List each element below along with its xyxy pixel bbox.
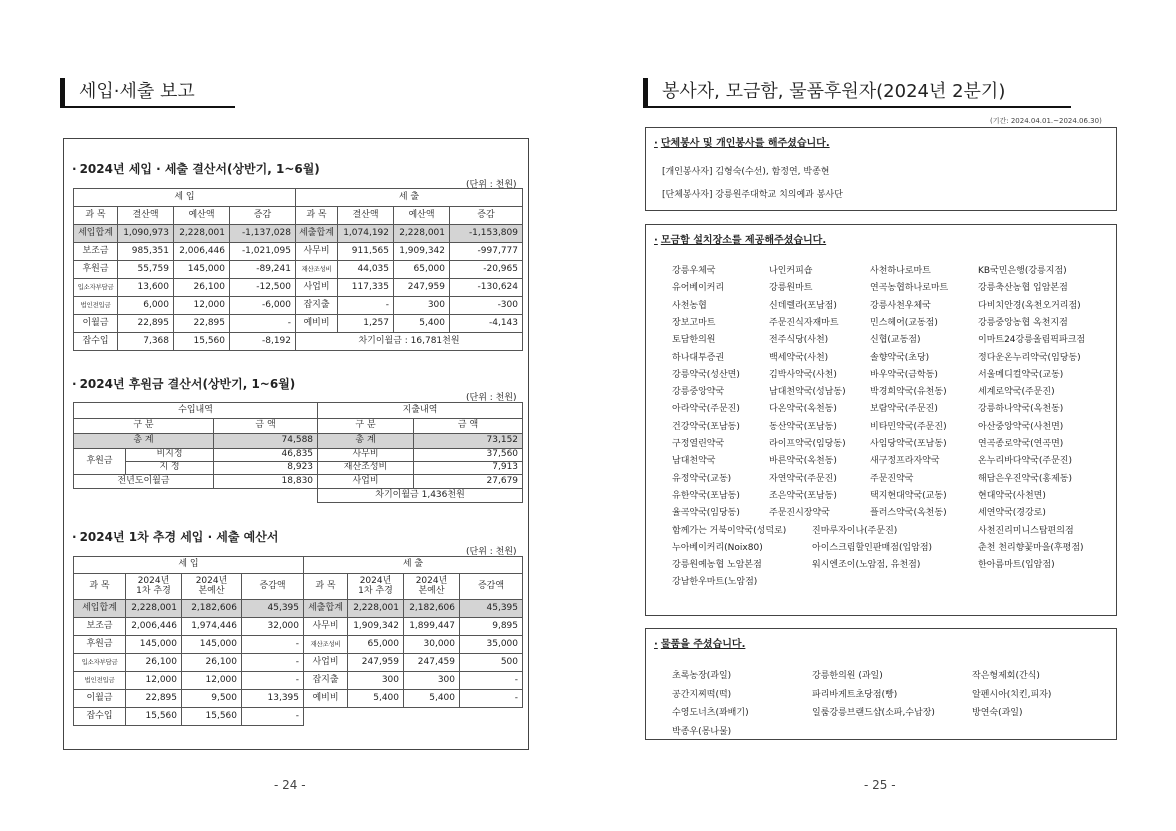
- location-item: 강릉약국(성산면): [672, 369, 740, 380]
- location-item: 사임당약국(포남동): [870, 439, 947, 449]
- location-item: 강릉축산농협 입암본점: [978, 283, 1068, 294]
- location-item: 강릉하나약국(옥천동): [978, 404, 1064, 415]
- location-item: 함께가는 거북이약국(성덕로): [672, 525, 787, 536]
- col-amount: 금 액: [414, 419, 523, 434]
- location-item: 강릉사천우체국: [870, 300, 931, 311]
- column-header: 결산액: [118, 207, 174, 225]
- table-row: [74, 279, 523, 297]
- table-row: [74, 636, 523, 654]
- asset-amount: 7,913: [414, 462, 523, 475]
- table-cell: 7,368: [118, 333, 174, 351]
- location-item: 강릉우체국: [672, 266, 716, 276]
- column-header: 2024년 본예산: [404, 574, 460, 600]
- project-label: 사업비: [318, 475, 414, 489]
- individual-volunteers: [개인봉사자] 김형숙(수선), 함정연, 박종현: [662, 167, 830, 177]
- location-item: 동산약국(포남동): [769, 421, 837, 432]
- table-cell: 15,560: [182, 708, 242, 726]
- location-item: 강릉원마트: [769, 283, 813, 294]
- row-label: 세출합계: [296, 225, 338, 243]
- column-header: 과 목: [74, 574, 126, 600]
- table-cell: -: [338, 297, 394, 315]
- blank-cell: [74, 489, 318, 503]
- location-item: 사천진리미니스탑편의점: [978, 525, 1074, 536]
- donation-settlement-title: · 2024년 후원금 결산서(상반기, 1~6월): [72, 377, 296, 391]
- table-cell: -6,000: [230, 297, 296, 315]
- table-cell: 44,035: [338, 261, 394, 279]
- expense-header: 세 출: [304, 557, 523, 574]
- location-item: 신협(교동점): [870, 335, 921, 346]
- column-header: 예산액: [394, 207, 450, 225]
- table-cell: 35,000: [460, 636, 523, 654]
- office-amount: 37,560: [414, 449, 523, 462]
- location-item: 새구정프라자약국: [870, 456, 940, 467]
- table-cell: 2,228,001: [126, 600, 182, 618]
- table-cell: 911,565: [338, 243, 394, 261]
- column-header: 증감: [450, 207, 523, 225]
- location-item: 아이스크림할인판매점(입암점): [812, 542, 933, 553]
- table-cell: 45,395: [460, 600, 523, 618]
- period-label: (기간: 2024.04.01.~2024.06.30): [990, 117, 1102, 125]
- row-label: 사무비: [304, 618, 348, 636]
- location-item: KB국민은행(강릉지점): [978, 266, 1067, 276]
- location-item: 나인커피숍: [769, 266, 813, 276]
- table-cell: 26,100: [182, 654, 242, 672]
- row-label: 재산조성비: [304, 636, 348, 654]
- donation-box-title: · 모금함 설치장소를 제공해주셨습니다.: [654, 235, 827, 246]
- row-label: 세출합계: [304, 600, 348, 618]
- table-row: [74, 315, 523, 333]
- location-item: 솔향약국(초당): [870, 352, 930, 363]
- designated-amount: 8,923: [214, 462, 318, 475]
- table-cell: -1,153,809: [450, 225, 523, 243]
- table-cell: 2,182,606: [404, 600, 460, 618]
- table-cell: 1,074,192: [338, 225, 394, 243]
- table-cell: 1,909,342: [394, 243, 450, 261]
- table-cell: 145,000: [174, 261, 230, 279]
- budget-table: [73, 556, 523, 726]
- row-label: 이월금: [74, 315, 118, 333]
- expenditure-header: 지출내역: [318, 403, 523, 419]
- location-item: 이마트24강릉올림픽파크점: [978, 335, 1086, 346]
- location-item: 김박사약국(사천): [769, 369, 837, 380]
- table-cell: 65,000: [348, 636, 404, 654]
- row-label: 법인전입금: [74, 672, 126, 690]
- row-label: 예비비: [296, 315, 338, 333]
- table-cell: 145,000: [182, 636, 242, 654]
- location-item: 강남한우마트(노암점): [672, 577, 758, 588]
- table-cell: -1,021,095: [230, 243, 296, 261]
- table-cell: 1,257: [338, 315, 394, 333]
- settlement-table: [73, 188, 523, 351]
- table-cell: 12,000: [182, 672, 242, 690]
- unit-label: (단위 : 천원): [466, 180, 517, 190]
- location-item: 유한약국(포남동): [672, 490, 740, 501]
- location-item: 강릉중앙약국: [672, 387, 725, 398]
- row-label: 잡수입: [74, 333, 118, 351]
- location-item: 바른약국(옥천동): [769, 456, 837, 467]
- location-item: 건강약국(포남동): [672, 421, 740, 432]
- table-cell: 13,395: [242, 690, 304, 708]
- table-cell: -: [242, 672, 304, 690]
- total-expense: 73,152: [414, 434, 523, 449]
- location-item: 아산중앙약국(사천면): [978, 421, 1064, 432]
- row-label: 잡지출: [304, 672, 348, 690]
- page-number: - 25 -: [864, 778, 896, 792]
- designated-label: 지 정: [126, 462, 214, 475]
- table-cell: -130,624: [450, 279, 523, 297]
- table-cell: -8,192: [230, 333, 296, 351]
- table-cell: 5,400: [394, 315, 450, 333]
- row-label: 후원금: [74, 636, 126, 654]
- location-item: 토담한의원: [672, 335, 716, 346]
- row-label: 예비비: [304, 690, 348, 708]
- total-label: 총 계: [318, 434, 414, 449]
- table-cell: -997,777: [450, 243, 523, 261]
- location-item: 현대약국(사천면): [978, 490, 1046, 501]
- right-page-heading: 봉사자, 모금함, 물품후원자(2024년 2분기): [643, 78, 1071, 108]
- next-carryover: 차기이월금 1,436천원: [318, 489, 523, 503]
- table-cell: 26,100: [126, 654, 182, 672]
- table-row: [74, 225, 523, 243]
- table-cell: 55,759: [118, 261, 174, 279]
- location-item: 워시엔조이(노암점, 유천점): [812, 560, 921, 571]
- expense-header: 세 출: [296, 189, 523, 207]
- location-item: 사천하나로마트: [870, 266, 931, 276]
- group-volunteers: [단체봉사자] 강릉원주대학교 치의예과 봉사단: [662, 190, 843, 200]
- table-cell: 1,974,446: [182, 618, 242, 636]
- income-header: 세 입: [74, 557, 304, 574]
- location-item: 다비치안경(옥천오거리점): [978, 300, 1081, 311]
- nondesignated-amount: 46,835: [214, 449, 318, 462]
- row-label: 보조금: [74, 618, 126, 636]
- office-label: 사무비: [318, 449, 414, 462]
- table-cell: 145,000: [126, 636, 182, 654]
- table-row: [74, 690, 523, 708]
- budget-title: · 2024년 1차 추경 세입 · 세출 예산서: [72, 530, 279, 544]
- location-item: 주문진시장약국: [769, 508, 830, 519]
- table-cell: 13,600: [118, 279, 174, 297]
- column-header: 2024년 1차 추경: [126, 574, 182, 600]
- location-item: 유어베이커리: [672, 283, 725, 294]
- table-row: [74, 708, 523, 726]
- location-item: 해담은우진약국(홍제동): [978, 473, 1072, 484]
- row-label: 법인전입금: [74, 297, 118, 315]
- donor-item: 강릉한의원 (과일): [812, 671, 883, 681]
- next-carryover: 차기이월금 : 16,781천원: [296, 333, 523, 351]
- donor-item: 작은형제회(간식): [972, 671, 1040, 681]
- table-cell: -: [460, 672, 523, 690]
- location-item: 누아베이커리(Noix80): [672, 542, 763, 553]
- location-item: 구정열린약국: [672, 439, 725, 449]
- donation-box-locations: [645, 224, 1117, 616]
- receipts-header: 수입내역: [74, 403, 318, 419]
- table-cell: 2,006,446: [126, 618, 182, 636]
- table-cell: 1,909,342: [348, 618, 404, 636]
- location-item: 민스헤어(교동점): [870, 317, 938, 328]
- table-cell: -20,965: [450, 261, 523, 279]
- location-item: 박경희약국(유천동): [870, 387, 947, 398]
- table-cell: -1,137,028: [230, 225, 296, 243]
- column-header: 과 목: [74, 207, 118, 225]
- location-item: 아라약국(주문진): [672, 404, 740, 415]
- table-cell: 15,560: [126, 708, 182, 726]
- location-item: 강릉원예농협 노암본점: [672, 560, 762, 571]
- table-cell: 247,959: [348, 654, 404, 672]
- column-header: 증감: [230, 207, 296, 225]
- location-item: 율곡약국(임당동): [672, 508, 740, 519]
- table-cell: 15,560: [174, 333, 230, 351]
- location-item: 보람약국(주문진): [870, 404, 938, 415]
- blank-cell: [304, 708, 523, 726]
- table-cell: 6,000: [118, 297, 174, 315]
- donor-item: 일룸강릉브랜드샵(소파,수납장): [812, 708, 935, 718]
- table-cell: 5,400: [404, 690, 460, 708]
- table-cell: -: [242, 654, 304, 672]
- table-cell: 12,000: [126, 672, 182, 690]
- location-item: 비타민약국(주문진): [870, 421, 947, 432]
- table-cell: 2,228,001: [174, 225, 230, 243]
- location-item: 라이프약국(임당동): [769, 439, 846, 449]
- project-amount: 27,679: [414, 475, 523, 489]
- table-cell: 247,459: [404, 654, 460, 672]
- location-item: 서울메디컬약국(교동): [978, 369, 1064, 380]
- volunteers-box: [645, 127, 1117, 211]
- table-cell: 985,351: [118, 243, 174, 261]
- table-row: [74, 672, 523, 690]
- location-item: 온누리바다약국(주문진): [978, 456, 1072, 467]
- table-cell: 2,182,606: [182, 600, 242, 618]
- location-item: 정다운온누리약국(임당동): [978, 352, 1081, 363]
- location-item: 남대천약국: [672, 456, 716, 467]
- carry-label: 전년도이월금: [74, 475, 214, 489]
- volunteers-title: · 단체봉사 및 개인봉사를 해주셨습니다.: [654, 138, 830, 149]
- donor-item: 박종우(몽나물): [672, 726, 732, 737]
- location-item: 세연약국(경강로): [978, 508, 1046, 519]
- location-item: 택지현대약국(교동): [870, 490, 947, 501]
- table-row: [74, 243, 523, 261]
- table-cell: 500: [460, 654, 523, 672]
- table-cell: 30,000: [404, 636, 460, 654]
- table-row: [74, 600, 523, 618]
- column-header: 예산액: [174, 207, 230, 225]
- row-label: 사업비: [304, 654, 348, 672]
- income-header: 세 입: [74, 189, 296, 207]
- location-item: 하나대투증권: [672, 352, 725, 363]
- location-item: 바우약국(금학동): [870, 369, 938, 380]
- table-cell: 2,228,001: [394, 225, 450, 243]
- left-page-heading: 세입·세출 보고: [60, 78, 235, 108]
- donor-item: 파리바게트초당점(빵): [812, 689, 898, 700]
- table-cell: 22,895: [174, 315, 230, 333]
- settlement-title: · 2024년 세입 · 세출 결산서(상반기, 1~6월): [72, 162, 320, 176]
- table-cell: 1,899,447: [404, 618, 460, 636]
- table-cell: 32,000: [242, 618, 304, 636]
- donation-settlement-table: [73, 402, 523, 503]
- table-cell: 1,090,973: [118, 225, 174, 243]
- location-item: 장보고마트: [672, 317, 716, 328]
- column-header: 2024년 본예산: [182, 574, 242, 600]
- location-item: 조은약국(포남동): [769, 490, 837, 501]
- table-cell: 247,959: [394, 279, 450, 297]
- donor-item: 공간지찌떡(떡): [672, 689, 732, 700]
- table-cell: 12,000: [174, 297, 230, 315]
- table-row: [74, 333, 523, 351]
- location-item: 주문진약국: [870, 473, 914, 484]
- donor-item: 방연숙(과일): [972, 708, 1023, 718]
- unit-label: (단위 : 천원): [466, 393, 517, 403]
- location-item: 진마루자이나(주문진): [812, 525, 898, 536]
- location-item: 연곡농협하나로마트: [870, 283, 949, 294]
- row-label: 사업비: [296, 279, 338, 297]
- location-item: 춘천 천리향꽃마을(후평점): [978, 542, 1084, 553]
- col-category: 구 분: [74, 419, 214, 434]
- table-cell: 300: [404, 672, 460, 690]
- unit-label: (단위 : 천원): [466, 547, 517, 557]
- table-row: [74, 618, 523, 636]
- total-income: 74,588: [214, 434, 318, 449]
- asset-label: 재산조성비: [318, 462, 414, 475]
- location-item: 전주식당(사천): [769, 335, 829, 346]
- row-label: 보조금: [74, 243, 118, 261]
- donor-item: 초록농장(과일): [672, 671, 732, 681]
- donor-item: 수영도너츠(꽈배기): [672, 708, 749, 718]
- location-item: 연곡종로약국(연곡면): [978, 439, 1064, 449]
- column-header: 증감액: [242, 574, 304, 600]
- location-item: 남대천약국(성남동): [769, 387, 846, 398]
- table-cell: -300: [450, 297, 523, 315]
- location-item: 사천농협: [672, 300, 707, 311]
- row-label: 잡수입: [74, 708, 126, 726]
- table-cell: 117,335: [338, 279, 394, 297]
- row-label: 이월금: [74, 690, 126, 708]
- table-cell: -: [242, 636, 304, 654]
- row-label: 입소자부담금: [74, 654, 126, 672]
- row-label: 입소자부담금: [74, 279, 118, 297]
- goods-donors-box: [645, 628, 1117, 740]
- col-amount: 금 액: [214, 419, 318, 434]
- table-cell: 300: [394, 297, 450, 315]
- location-item: 백세약국(사천): [769, 352, 829, 363]
- table-cell: 300: [348, 672, 404, 690]
- table-row: [74, 654, 523, 672]
- table-cell: -89,241: [230, 261, 296, 279]
- location-item: 세계로약국(주문진): [978, 387, 1055, 398]
- row-label: 잡지출: [296, 297, 338, 315]
- table-cell: 26,100: [174, 279, 230, 297]
- location-item: 신데렐라(포남점): [769, 300, 837, 311]
- donation-label: 후원금: [74, 449, 126, 475]
- table-cell: -12,500: [230, 279, 296, 297]
- row-label: 세입합계: [74, 225, 118, 243]
- total-label: 총 계: [74, 434, 214, 449]
- column-header: 결산액: [338, 207, 394, 225]
- table-cell: -: [230, 315, 296, 333]
- table-cell: 9,500: [182, 690, 242, 708]
- table-cell: 22,895: [126, 690, 182, 708]
- nondesignated-label: 비지정: [126, 449, 214, 462]
- table-cell: 45,395: [242, 600, 304, 618]
- page-number: - 24 -: [274, 778, 306, 792]
- row-label: 후원금: [74, 261, 118, 279]
- location-item: 자연약국(주문진): [769, 473, 837, 484]
- carry-amount: 18,830: [214, 475, 318, 489]
- location-item: 유정약국(교동): [672, 473, 732, 484]
- table-cell: 22,895: [118, 315, 174, 333]
- table-cell: -: [242, 708, 304, 726]
- location-item: 플러스약국(옥천동): [870, 508, 947, 519]
- row-label: 사무비: [296, 243, 338, 261]
- row-label: 세입합계: [74, 600, 126, 618]
- location-item: 다온약국(옥천동): [769, 404, 837, 415]
- location-item: 강릉중앙농협 옥천지점: [978, 317, 1068, 328]
- goods-title: · 물품을 주셨습니다.: [654, 639, 746, 650]
- location-item: 주문진식자재마트: [769, 317, 839, 328]
- table-cell: 9,895: [460, 618, 523, 636]
- table-cell: 5,400: [348, 690, 404, 708]
- table-cell: -: [460, 690, 523, 708]
- row-label: 재산조성비: [296, 261, 338, 279]
- table-cell: 65,000: [394, 261, 450, 279]
- table-row: [74, 297, 523, 315]
- table-cell: 2,228,001: [348, 600, 404, 618]
- table-cell: -4,143: [450, 315, 523, 333]
- table-cell: 2,006,446: [174, 243, 230, 261]
- col-category: 구 분: [318, 419, 414, 434]
- location-item: 한아름마트(입암점): [978, 560, 1055, 571]
- table-row: [74, 261, 523, 279]
- column-header: 과 목: [296, 207, 338, 225]
- donor-item: 알펜시아(치킨,피자): [972, 689, 1052, 700]
- column-header: 2024년 1차 추경: [348, 574, 404, 600]
- column-header: 증감액: [460, 574, 523, 600]
- column-header: 과 목: [304, 574, 348, 600]
